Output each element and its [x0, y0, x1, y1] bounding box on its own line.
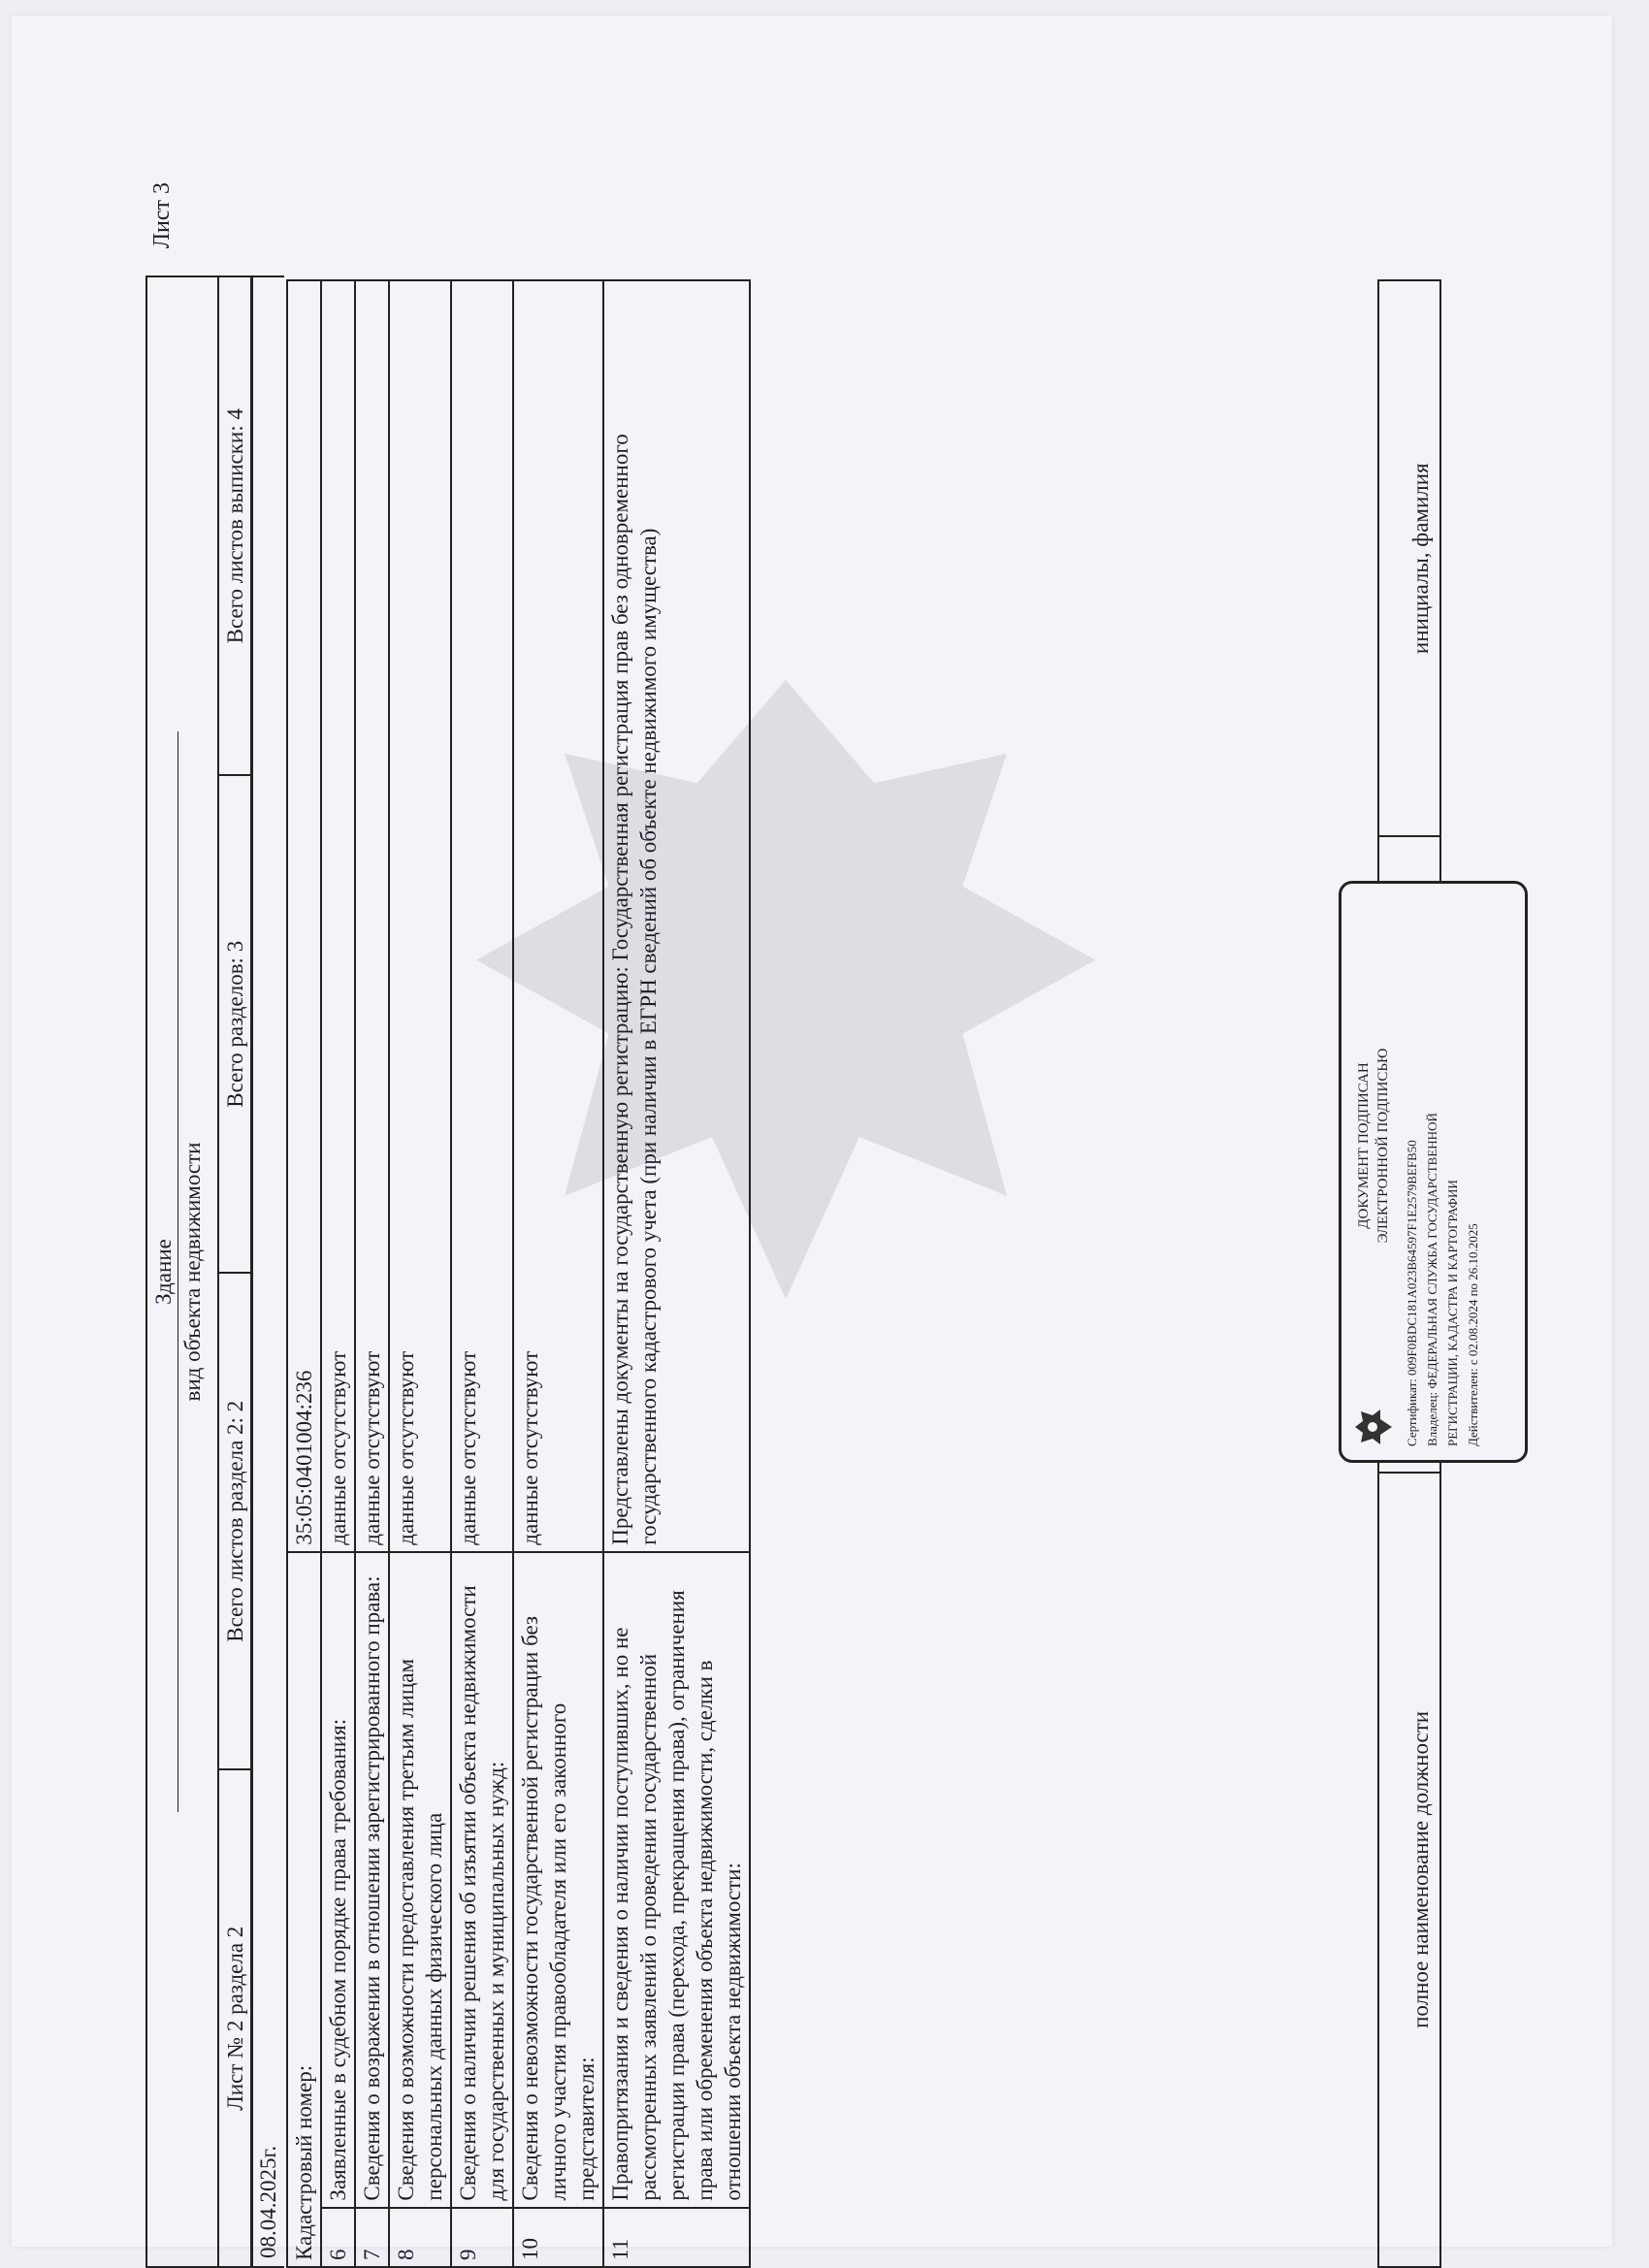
table-row — [513, 280, 603, 2267]
row-number: 7 — [355, 2208, 389, 2267]
row-number: 10 — [513, 2208, 603, 2267]
cadastral-row — [287, 280, 321, 2267]
row-value: данные отсутствуют — [355, 280, 389, 1552]
stamp-owner1: Владелец: ФЕДЕРАЛЬНАЯ СЛУЖБА ГОСУДАРСТВЕННОЙ — [1425, 1113, 1439, 1446]
row-value: данные отсутствуют — [451, 280, 513, 1552]
sheet-number: Лист № 2 раздела 2 — [219, 1769, 251, 2267]
total-section-sheets: Всего листов раздела 2: 2 — [219, 1272, 251, 1769]
row-value: Представлены документы на государственную регистрацию: Государственная регистрация прав без одновременного государственного кадастрового учета (при наличии в ЕГРН сведений об объекте недвижимого имущества) — [603, 280, 750, 1552]
stamp-valid: Действителен: с 02.08.2024 по 26.10.2025 — [1466, 1223, 1480, 1446]
table-row — [321, 280, 355, 2267]
document-date: 08.04.2025г. — [256, 2145, 280, 2258]
sheet-label: Лист 3 — [149, 182, 175, 249]
row-label: Сведения о невозможности государственной регистрации без личного участия правообладателя или его законного представителя: — [513, 1552, 603, 2208]
row-label: Сведения о возражении в отношении зарегистрированного права: — [355, 1552, 389, 2208]
rotated-document — [146, 182, 1523, 2268]
object-type-caption: вид объекта недвижимости — [178, 731, 207, 1812]
object-type: Здание — [151, 1239, 176, 1305]
table-row — [603, 280, 750, 2267]
name-caption: инициалы, фамилия — [1378, 280, 1440, 836]
table-row — [355, 280, 389, 2267]
row-label: Правопритязания и сведения о наличии поступивших, но не рассмотренных заявлений о проведении государственной регистрации права (перехода, прекращения права), ограничения права или обременения объекта недвижимости, сделки в отношении объекта недвижимости: — [603, 1552, 750, 2208]
eagle-emblem-icon — [1351, 1408, 1396, 1446]
row-value: данные отсутствуют — [321, 280, 355, 1552]
cadastral-value: 35:05:0401004:236 — [287, 280, 321, 1552]
row-value: данные отсутствуют — [389, 280, 451, 1552]
position-caption: полное наименование должности — [1378, 1473, 1440, 2267]
table-row — [451, 280, 513, 2267]
row-label: Сведения о возможности предоставления третьим лицам персональных данных физического лица — [389, 1552, 451, 2208]
row-label: Заявленные в судебном порядке права требования: — [321, 1552, 355, 2208]
row-number: 9 — [451, 2208, 513, 2267]
stamp-certificate: Сертификат: 009F0BDC181A023B64597F1E2579BEFB50 — [1405, 1140, 1419, 1446]
row-number: 8 — [389, 2208, 451, 2267]
header-frame — [146, 275, 253, 2268]
row-value: данные отсутствуют — [513, 280, 603, 1552]
stamp-owner2: РЕГИСТРАЦИИ, КАДАСТРА И КАРТОГРАФИИ — [1445, 1180, 1460, 1446]
row-label: Сведения о наличии решения об изъятии объекта недвижимости для государственных и муниципальных нужд: — [451, 1552, 513, 2208]
date-frame — [250, 275, 284, 2268]
stamp-line2: ЭЛЕКТРОННОЙ ПОДПИСЬЮ — [1375, 1048, 1391, 1244]
table-row — [389, 280, 451, 2267]
total-sections: Всего разделов: 3 — [219, 775, 251, 1273]
object-type-row — [147, 277, 219, 2266]
cadastral-label: Кадастровый номер: — [287, 1552, 321, 2267]
sheet-info-row — [219, 277, 251, 2266]
total-sheets: Всего листов выписки: 4 — [223, 408, 247, 644]
row-number: 6 — [321, 2208, 355, 2267]
details-table — [286, 279, 751, 2268]
row-number: 11 — [603, 2208, 750, 2267]
stamp-line1: ДОКУМЕНТ ПОДПИСАН — [1356, 1062, 1372, 1229]
e-signature-stamp — [1339, 881, 1528, 1463]
